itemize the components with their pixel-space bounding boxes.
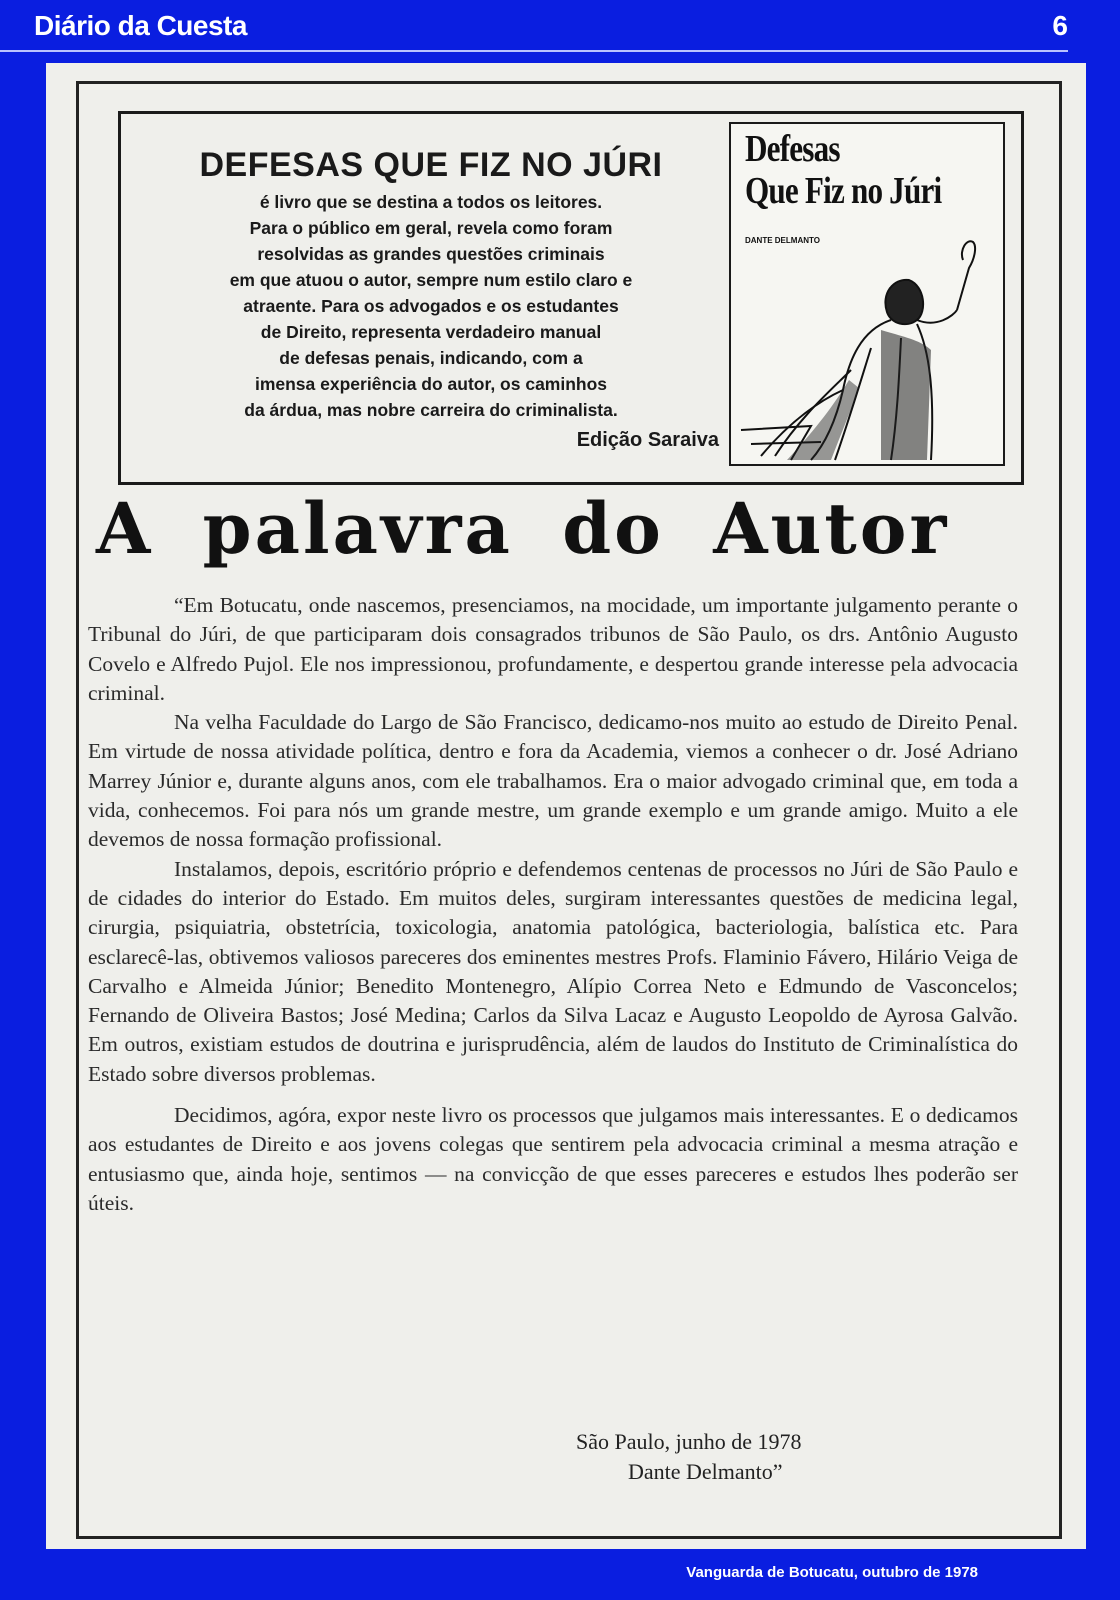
article-signature: [576, 1427, 916, 1487]
article-paragraph: “Em Botucatu, onde nascemos, presenciamos, na mocidade, um importante julgamento perante o Tribunal do Júri, de que participaram dois consagrados tribunos de São Paulo, os drs. Antônio Augusto Covelo e Alfredo Pujol. Ele nos impressionou, profundamente, e despertou grande interesse pela advocacia criminal.: [88, 593, 1018, 705]
book-cover-title: Defesas Que Fiz no Júri: [745, 128, 942, 212]
publication-title: Diário da Cuesta: [34, 10, 247, 41]
ad-text-block: [141, 146, 721, 452]
article-paragraph: Na velha Faculdade do Largo de São Francisco, dedicamo-nos muito ao estudo de Direito Penal. Em virtude de nossa atividade política, dentro e fora da Academia, viemos a conhecer o dr. José Adriano Marrey Júnior e, durante alguns anos, com ele trabalhamos. Era o maior advogado criminal que, em toda a vida, conhecemos. Foi para nós um grande mestre, um grande exemplo e um grande amigo. Muito a ele devemos de nossa formação profissional.: [88, 710, 1018, 852]
ad-line: Para o público em geral, revela como foram: [249, 218, 613, 238]
ad-line: de Direito, representa verdadeiro manual: [260, 322, 602, 342]
newspaper-clipping: [46, 63, 1086, 1549]
ad-line: imensa experiência do autor, os caminhos: [254, 374, 608, 394]
article-body: [88, 591, 1018, 1218]
ad-line: resolvidas as grandes questões criminais: [257, 244, 605, 264]
book-cover: [729, 122, 1005, 466]
ad-publisher: Edição Saraiva: [576, 429, 719, 451]
book-advertisement: [118, 111, 1024, 485]
signature-place-date: São Paulo, junho de 1978: [576, 1429, 802, 1454]
signature-name: Dante Delmanto”: [628, 1459, 783, 1484]
source-caption: Vanguarda de Botucatu, outubro de 1978: [686, 1564, 978, 1581]
ad-line: atraente. Para os advogados e os estudantes: [243, 296, 619, 316]
book-cover-author: DANTE DELMANTO: [745, 236, 820, 245]
page-header: [0, 0, 1120, 52]
ad-line: é livro que se destina a todos os leitores.: [259, 192, 603, 212]
ad-line: da árdua, mas nobre carreira do criminalista.: [244, 400, 618, 420]
article-paragraph: Instalamos, depois, escritório próprio e defendemos centenas de processos no Júri de São Paulo e de cidades do interior do Estado. Em muitos deles, surgiram interessantes questões de medicina legal, cirurgia, psiquiatria, obstetrícia, toxicologia, anatomia patológica, bacteriologia, balística etc. Para esclarecê-las, obtivemos valiosos pareceres dos eminentes mestres Profs. Flaminio Fávero, Hilário Veiga de Carvalho e Almeida Júnior; Benedito Montenegro, Alípio Correa Neto e Edmundo de Vasconcelos; Fernando de Oliveira Bastos; José Medina; Carlos da Silva Lacaz e Augusto Leopoldo de Ayrosa Galvão. Em outros, existiam estudos de doutrina e jurisprudência, além de laudos do Instituto de Criminalística do Estado sobre diversos problemas.: [88, 856, 1018, 1086]
article-headline: A palavra do Autor: [96, 487, 950, 570]
ad-title: DEFESAS QUE FIZ NO JÚRI: [199, 146, 663, 184]
ad-line: de defesas penais, indicando, com a: [279, 348, 583, 368]
header-rule: [0, 50, 1068, 52]
page-number: 6: [1052, 10, 1068, 41]
lawyer-illustration: [731, 220, 1003, 464]
article-paragraph: Decidimos, agóra, expor neste livro os processos que julgamos mais interessantes. E o dedicamos aos estudantes de Direito e aos jovens colegas que sentirem pela advocacia criminal a mesma atração e entusiasmo que, ainda hoje, sentimos — na convicção de que esses pareceres e estudos lhes poderão ser úteis.: [88, 1103, 1018, 1215]
ad-line: em que atuou o autor, sempre num estilo claro e: [229, 270, 633, 290]
